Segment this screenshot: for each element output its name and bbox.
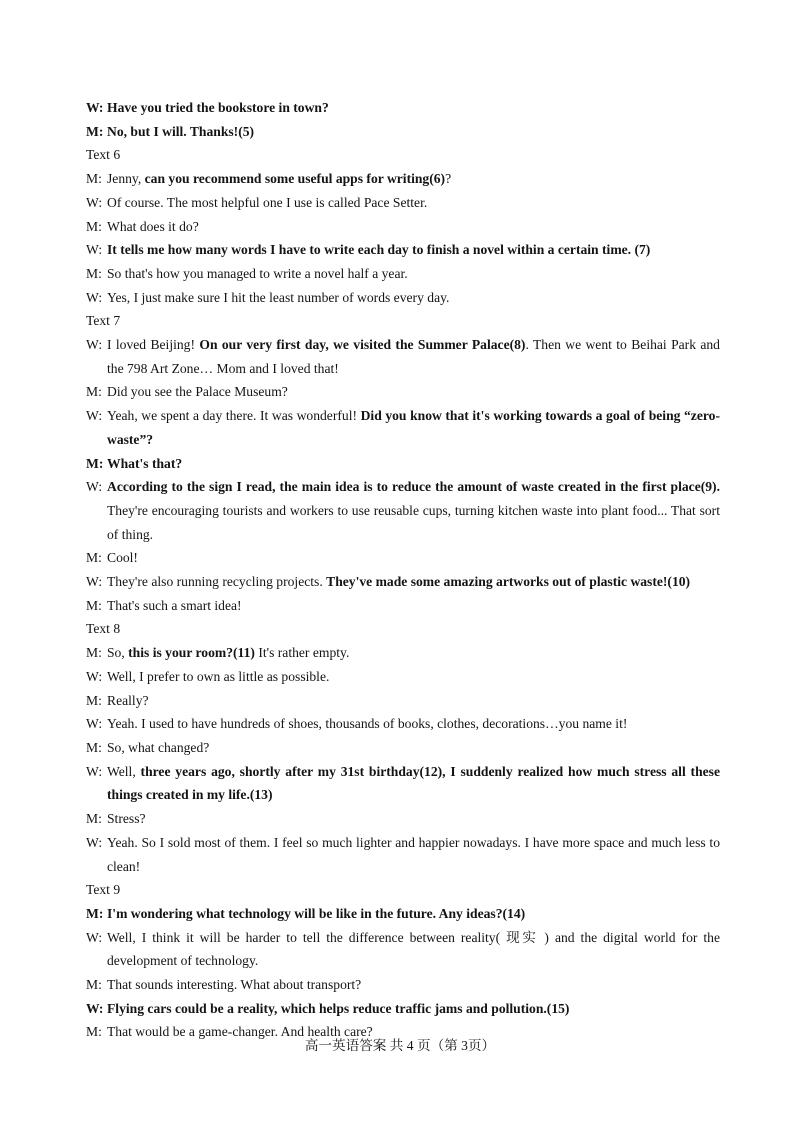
dialogue-line	[86, 689, 720, 713]
dialogue-line	[86, 712, 720, 736]
section-heading: Text 8	[86, 621, 121, 637]
line-text: They're encouraging tourists and workers to use reusable cups, turning kitchen waste into plant food... That sort of thing.	[107, 502, 720, 542]
speaker-label: M:	[86, 811, 102, 827]
dialogue-line	[86, 594, 720, 618]
speaker-label: W:	[86, 716, 103, 732]
speaker-label: M:	[86, 692, 102, 708]
dialogue-line	[86, 96, 720, 120]
answer-highlight: Did you know that it's working towards a goal of being “zero-waste”?	[107, 408, 720, 447]
speaker-label: W:	[86, 763, 103, 779]
dialogue-line	[86, 570, 720, 594]
line-text: What's that?	[107, 455, 183, 471]
line-text: That's such a smart idea!	[107, 597, 242, 613]
line-text: Well,	[107, 763, 141, 779]
line-text: That sounds interesting. What about transport?	[107, 977, 362, 993]
section-heading: Text 9	[86, 882, 121, 898]
speaker-label: W:	[86, 408, 103, 424]
speaker-label: M:	[86, 645, 102, 661]
line-text: I'm wondering what technology will be like in the future. Any ideas?(14)	[107, 905, 526, 921]
dialogue-line	[86, 191, 720, 215]
speaker-label: W:	[86, 929, 103, 945]
line-text: No, but I will. Thanks!(5)	[107, 123, 255, 139]
speaker-label: M:	[86, 218, 102, 234]
line-text: Yeah. So I sold most of them. I feel so much lighter and happier nowadays. I have more space and much less to clean!	[107, 834, 720, 874]
speaker-label: M:	[86, 123, 104, 139]
section-heading: Text 6	[86, 147, 121, 163]
dialogue-line	[86, 973, 720, 997]
dialogue-line	[86, 546, 720, 570]
dialogue-line	[86, 120, 720, 144]
dialogue-line	[86, 167, 720, 191]
answer-highlight: three years ago, shortly after my 31st birthday(12), I suddenly realized how much stress all these things created in my life.(13)	[107, 763, 720, 803]
line-text: Flying cars could be a reality, which helps reduce traffic jams and pollution.(15)	[107, 1000, 570, 1016]
line-text: . Then we went to Beihai Park and the 798 Art Zone… Mom and I loved that!	[107, 337, 720, 376]
page-footer: 高一英语答案 共 4 页（第 3页）	[304, 1038, 496, 1053]
speaker-label: M:	[86, 977, 102, 993]
speaker-label: W:	[86, 574, 103, 590]
dialogue-line	[86, 831, 720, 878]
speaker-label: M:	[86, 455, 104, 471]
line-text: Of course. The most helpful one I use is called Pace Setter.	[107, 194, 428, 210]
dialogue-line	[86, 333, 720, 380]
speaker-label: M:	[86, 739, 102, 755]
line-text: So that's how you managed to write a novel half a year.	[107, 265, 408, 281]
line-text: So, what changed?	[107, 739, 210, 755]
dialogue-line	[86, 475, 720, 546]
line-text: Yeah, we spent a day there. It was wonderful!	[107, 408, 361, 424]
line-text: Well, I think it will be harder to tell the difference between reality( 现实 ) and the digital world for the development of technology.	[107, 929, 720, 969]
dialogue-line	[86, 380, 720, 404]
line-text: ?	[445, 171, 452, 187]
speaker-label: M:	[86, 550, 102, 566]
dialogue-line	[86, 807, 720, 831]
dialogue-line	[86, 997, 720, 1021]
speaker-label: W:	[86, 337, 103, 353]
line-text: Have you tried the bookstore in town?	[107, 100, 329, 115]
dialogue-line	[86, 286, 720, 310]
dialogue-line	[86, 404, 720, 451]
line-text: Jenny,	[107, 171, 145, 187]
speaker-label: W:	[86, 1000, 104, 1016]
dialogue-line	[86, 641, 720, 665]
dialogue-line	[86, 902, 720, 926]
speaker-label: W:	[86, 834, 103, 850]
line-text: Really?	[107, 692, 149, 708]
line-text: It's rather empty.	[254, 645, 350, 661]
line-text: Stress?	[107, 811, 146, 827]
line-text: Cool!	[107, 550, 138, 566]
dialogue-line	[86, 665, 720, 689]
line-text: Did you see the Palace Museum?	[107, 384, 288, 400]
speaker-label: W:	[86, 668, 103, 684]
speaker-label: W:	[86, 479, 103, 495]
dialogue-line	[86, 452, 720, 476]
line-text: That would be a game-changer. And health care?	[107, 1024, 373, 1040]
transcript-body	[86, 96, 720, 1044]
speaker-label: W:	[86, 194, 103, 210]
answer-highlight: can you recommend some useful apps for writing(6)	[144, 171, 446, 187]
dialogue-line	[86, 760, 720, 807]
dialogue-line	[86, 262, 720, 286]
speaker-label: W:	[86, 100, 104, 115]
dialogue-line	[86, 736, 720, 760]
speaker-label: M:	[86, 905, 104, 921]
answer-highlight: According to the sign I read, the main idea is to reduce the amount of waste created in the first place(9).	[107, 479, 720, 495]
line-text: Well, I prefer to own as little as possible.	[107, 668, 330, 684]
speaker-label: M:	[86, 265, 102, 281]
dialogue-line	[86, 238, 720, 262]
line-text: They're also running recycling projects.	[107, 574, 327, 590]
line-text: So,	[107, 645, 129, 661]
speaker-label: W:	[86, 242, 103, 258]
dialogue-line	[86, 926, 720, 973]
answer-highlight: It tells me how many words I have to write each day to finish a novel within a certain time. (7)	[107, 242, 651, 258]
speaker-label: M:	[86, 597, 102, 613]
section-heading: Text 7	[86, 313, 121, 329]
dialogue-line	[86, 215, 720, 239]
answer-highlight: On our very first day, we visited the Summer Palace(8)	[199, 337, 526, 353]
speaker-label: M:	[86, 384, 102, 400]
line-text: Yes, I just make sure I hit the least number of words every day.	[107, 289, 450, 305]
speaker-label: W:	[86, 289, 103, 305]
speaker-label: M:	[86, 171, 102, 187]
line-text: Yeah. I used to have hundreds of shoes, thousands of books, clothes, decorations…you name it!	[107, 716, 628, 732]
answer-highlight: They've made some amazing artworks out of plastic waste!(10)	[326, 574, 691, 590]
line-text: What does it do?	[107, 218, 199, 234]
line-text: I loved Beijing!	[107, 337, 200, 353]
speaker-label: M:	[86, 1024, 102, 1040]
answer-highlight: this is your room?(11)	[128, 645, 255, 661]
